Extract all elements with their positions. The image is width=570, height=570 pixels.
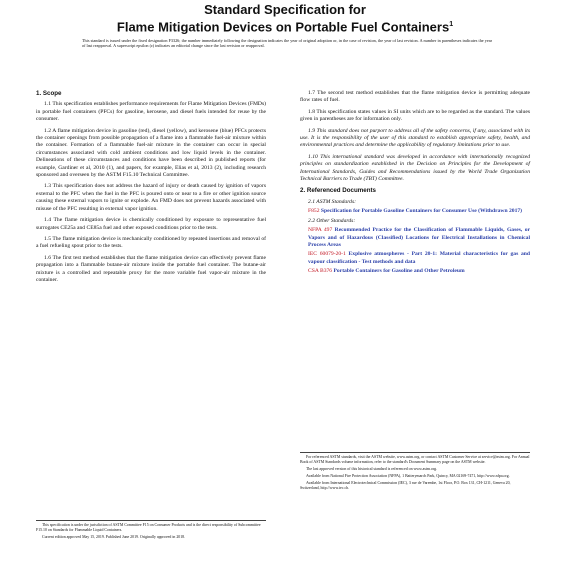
reference-item [308,268,530,275]
subsection-astm-standards: 2.1 ASTM Standards: [308,198,357,205]
title-text: Flame Mitigation Devices on Portable Fuel Containers [116,19,450,35]
paragraph: 1.7 The second test method establishes that the flame mitigation device is permitting adequate flow rates of fuel. [300,90,530,104]
document-header [0,0,570,34]
section-title-scope: 1. Scope [36,90,62,97]
title-line-1: Standard Specification for [204,2,366,17]
reference-code-link[interactable]: F852 [308,208,320,215]
title-footnote-mark: 1 [449,21,454,28]
subsection-other-standards: 2.2 Other Standards: [308,217,356,224]
footnote: For referenced ASTM standards, visit the ASTM website, www.astm.org, or contact ASTM Customer Service at service@astm.org. For Annual Book of ASTM Standards volume information, refer to the standard's Document Summary page on the ASTM website. [300,455,530,464]
reference-title-link[interactable]: Recommended Practice for the Classification of Flammable Liquids, Gases, or Vapors and of Hazardous (Classified) Locations for Electrical Installations in Chemical Process Areas [308,227,530,248]
footnotes-right [300,452,530,493]
reference-item [308,208,530,215]
paragraph-italic: 1.9 This standard does not purport to address all of the safety concerns, if any, associated with its use. It is the responsibility of the user of this standard to establish appropriate safety, health, and environmental practices and determine the applicability of regulatory limitations prior to use. [300,127,530,149]
reference-item [308,251,530,266]
reference-title-link[interactable]: Explosive atmospheres - Part 20-1: Material characteristics for gas and vapour classification - Test methods and data [308,251,530,265]
paragraph: 1.2 A flame mitigation device in gasoline (red), diesel (yellow), and kerosene (blue) PFCs protects the container openings from possible propagation of a flame into a flammable fuel-air mixture within the container. Formation of a flammable fuel-air mixture in the container can occur in special circumstances associated with cold ambient conditions and low liquid levels in the container. Delineations of these circumstances and conditions have been described in published reports (for example, Gardiner et al, 2010 (1), and papers, for example, Elias et al, 2013 (2), including research sponsored and overseen by the ASTM F15.10 Technical Committee. [36,127,266,179]
designation-notice: This standard is issued under the fixed designation F3326; the number immediately following the designation indicates the year of original adoption or, in the case of revision, the year of last revision. A number in parentheses indicates the year of last reapproval. A superscript epsilon (ε) indicates an editorial change since the last revision or reapproval. [82,38,492,49]
footnote: The last approved version of this historical standard is referenced on www.astm.org. [306,467,438,471]
footnote: Available from National Fire Protection Association (NFPA), 1 Batterymarch Park, Quincy, MA 02169-7471, http://www.nfpa.org. [306,474,510,478]
footnotes-left [36,520,266,542]
footnote: This specification is under the jurisdiction of ASTM Committee F15 on Consumer Products and is the direct responsibility of Subcommittee F15.10 on Standards for Flammable Liquid Containers. [36,523,261,532]
paragraph: 1.4 The flame mitigation device is chemically conditioned by exposure to representative fuel surrogates CE25a and CE85a fuel and other exposed conditions prior to the tests. [36,217,266,231]
section-title-referenced-documents: 2. Referenced Documents [300,187,376,195]
reference-title-link[interactable]: Specification for Portable Gasoline Containers for Consumer Use (Withdrawn 2017) [320,208,523,215]
title-line-2 [0,17,570,34]
paragraph: 1.8 This specification states values in SI units which are to be regarded as the standard. The values given in parentheses are for information only. [300,108,530,123]
paragraph: 1.6 The first test method establishes that the flame mitigation device can effectively prevent flame propagation into a flammable butane-air mixture inside the portable fuel container. The butane-air mixture is a controlled and repeatable proxy for the more variable fuel vapor-air mixture in the container. [36,254,266,283]
reference-item [308,227,530,249]
paragraph: 1.5 The flame mitigation device is mechanically conditioned by repeated insertions and removal of a fuel refueling spout prior to the tests. [36,235,266,250]
footnote: Available from International Electrotechnical Commission (IEC), 3 rue de Varembe, 1st Floor, P.O. Box 131, CH-1211, Geneva 20, Switzerland, http://www.iec.ch. [300,481,511,490]
paragraph: 1.3 This specification does not address the hazard of injury or death caused by ignition of vapors external to the PFC when the fuel in the PFC is poured onto or near to a fire or other ignition source causing these external vapors to ignite or explode. An FMD does not prevent hazards associated with misuse of the PFC resulting in external vapor ignition. [36,183,266,212]
reference-code-link[interactable]: CSA B376 [308,268,333,275]
reference-code-link[interactable]: IEC 60079-20-1 [308,251,346,258]
reference-title-link[interactable]: Portable Containers for Gasoline and Other Petroleum [333,268,465,275]
paragraph-italic: 1.10 This international standard was developed in accordance with internationally recognized principles on standardization established in the Decision on Principles for the Development of International Standards, Guides and Recommendations issued by the World Trade Organization Technical Barriers to Trade (TBT) Committee. [300,153,530,183]
reference-code-link[interactable]: NFPA 497 [308,227,333,234]
right-column [300,90,530,278]
footnote: Current edition approved May 15, 2019. Published June 2019. Originally approved in 2018. [42,535,186,539]
paragraph: 1.1 This specification establishes performance requirements for Flame Mitigation Devices (FMDs) in portable fuel containers (PFCs) for gasoline, kerosene, and diesel fuels intended for reuse by the consumer. [36,101,266,123]
left-column [36,90,266,288]
